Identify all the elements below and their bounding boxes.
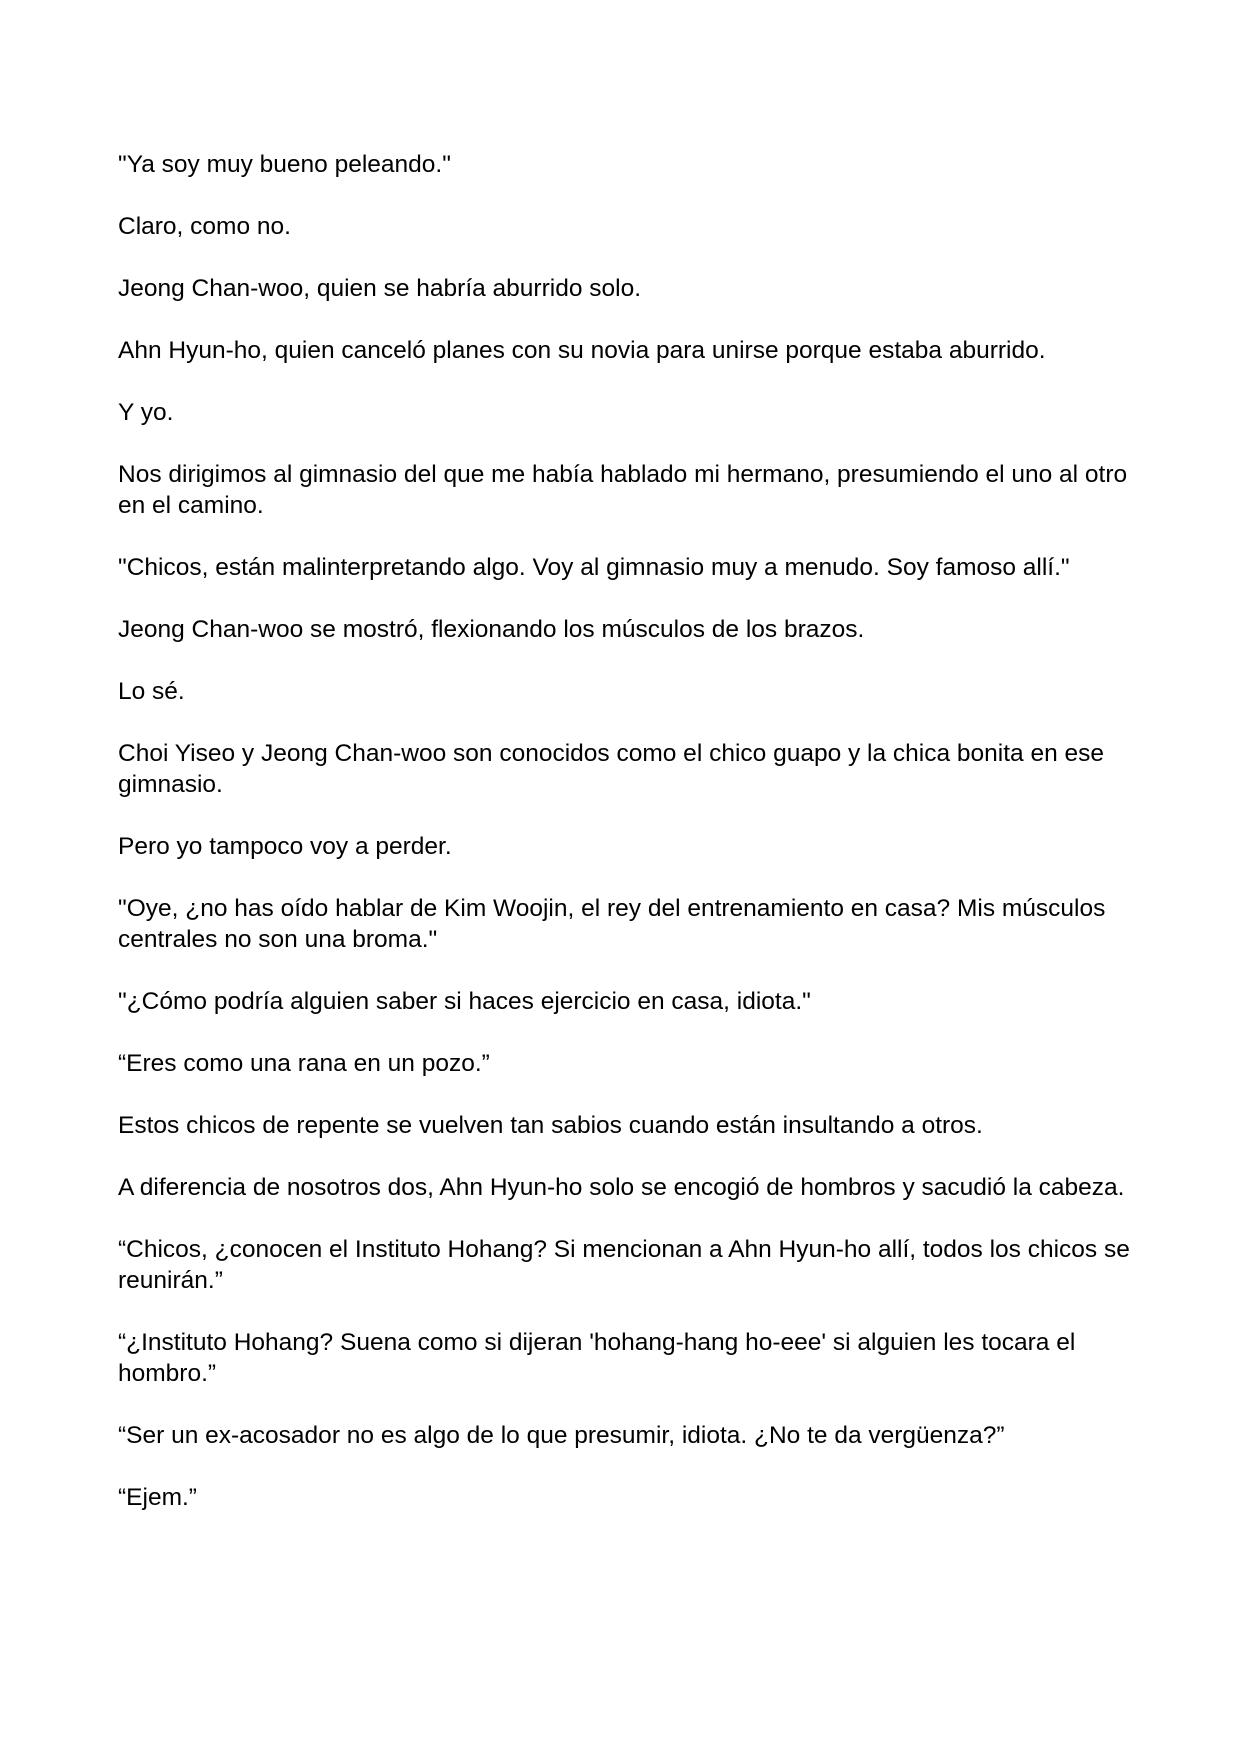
paragraph: Choi Yiseo y Jeong Chan-woo son conocidos como el chico guapo y la chica bonita en ese gimnasio.: [118, 740, 1105, 798]
paragraph: "Oye, ¿no has oído hablar de Kim Woojin, el rey del entrenamiento en casa? Mis músculos centrales no son una broma.": [118, 895, 1106, 953]
paragraph: Lo sé.: [118, 678, 185, 705]
paragraph: Nos dirigimos al gimnasio del que me había hablado mi hermano, presumiendo el uno al otro en el camino.: [118, 461, 1128, 519]
paragraph: “Chicos, ¿conocen el Instituto Hohang? Si mencionan a Ahn Hyun-ho allí, todos los chicos se reunirán.”: [118, 1236, 1130, 1294]
paragraph: “Ser un ex-acosador no es algo de lo que presumir, idiota. ¿No te da vergüenza?”: [118, 1422, 1005, 1449]
paragraph: Jeong Chan-woo, quien se habría aburrido solo.: [118, 275, 642, 302]
paragraph: “Eres como una rana en un pozo.”: [118, 1050, 490, 1077]
paragraph: "¿Cómo podría alguien saber si haces ejercicio en casa, idiota.": [118, 988, 811, 1015]
document-text-body: [118, 149, 1138, 1544]
paragraph: Jeong Chan-woo se mostró, flexionando los músculos de los brazos.: [118, 616, 865, 643]
paragraph: Pero yo tampoco voy a perder.: [118, 833, 452, 860]
paragraph: "Chicos, están malinterpretando algo. Voy al gimnasio muy a menudo. Soy famoso allí.": [118, 554, 1070, 581]
paragraph: A diferencia de nosotros dos, Ahn Hyun-ho solo se encogió de hombros y sacudió la cabeza.: [118, 1174, 1125, 1201]
paragraph: “¿Instituto Hohang? Suena como si dijeran 'hohang-hang ho-eee' si alguien les tocara el hombro.”: [118, 1329, 1076, 1387]
paragraph: Y yo.: [118, 399, 174, 426]
paragraph: Claro, como no.: [118, 213, 291, 240]
paragraph: "Ya soy muy bueno peleando.": [118, 151, 451, 178]
paragraph: “Ejem.”: [118, 1484, 197, 1511]
paragraph: Estos chicos de repente se vuelven tan sabios cuando están insultando a otros.: [118, 1112, 983, 1139]
paragraph: Ahn Hyun-ho, quien canceló planes con su novia para unirse porque estaba aburrido.: [118, 337, 1046, 364]
